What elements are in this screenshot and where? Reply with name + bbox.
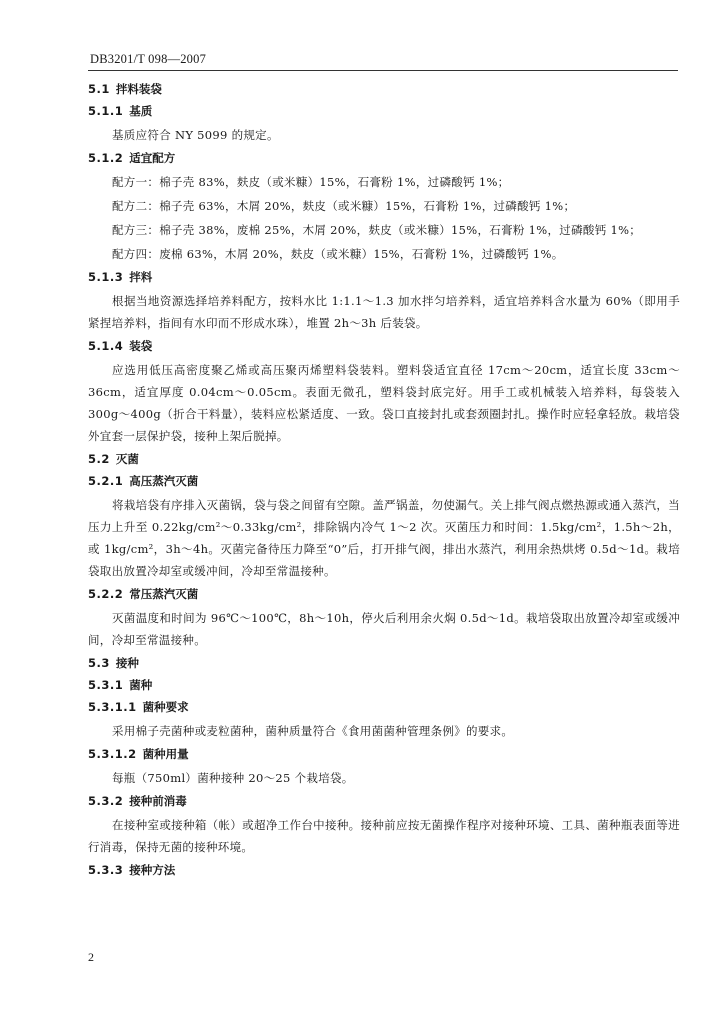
heading-5-3 — [88, 652, 680, 674]
heading-title: 适宜配方 — [129, 151, 176, 165]
heading-number: 5.1.4 — [88, 339, 124, 353]
heading-title: 灭菌 — [115, 452, 139, 466]
heading-5-2-2 — [88, 583, 680, 605]
heading-5-2 — [88, 448, 680, 470]
heading-number: 5.3.1.1 — [88, 700, 137, 714]
heading-5-1-2 — [88, 147, 680, 169]
heading-5-1-4 — [88, 335, 680, 357]
formula-3: 配方三：棉子壳 38%，废棉 25%，木屑 20%，麸皮（或米糠）15%，石膏粉 1%，过磷酸钙 1%； — [112, 223, 642, 237]
heading-number: 5.1.1 — [88, 104, 124, 118]
paragraph: 应选用低压高密度聚乙烯或高压聚丙烯塑料袋装料。塑料袋适宜直径 17cm～20cm，适宜长度 33cm～36cm，适宜厚度 0.04cm～0.05cm。表面无微孔，塑料袋封底完好。用手工或机械装入培养料，每袋装入 300g～400g（折合干料量），装料应松紧适度、一致。袋口直接封扎或套颈圈封扎。操作时应轻拿轻放。栽培袋外宜套一层保护袋，接种上架后脱掉。 — [88, 363, 680, 443]
heading-title: 基质 — [129, 104, 153, 118]
heading-title: 装袋 — [129, 339, 153, 353]
paragraph: 每瓶（750ml）菌种接种 20～25 个栽培袋。 — [112, 771, 354, 785]
heading-number: 5.3.3 — [88, 863, 124, 877]
paragraph: 根据当地资源选择培养料配方，按料水比 1:1.1～1.3 加水拌匀培养料，适宜培养料含水量为 60%（即用手紧捏培养料，指间有水印而不形成水珠），堆置 2h～3h 后装袋。 — [88, 294, 680, 330]
heading-number: 5.2.1 — [88, 474, 124, 488]
heading-title: 菌种用量 — [142, 747, 189, 761]
heading-number: 5.3.1.2 — [88, 747, 137, 761]
heading-title: 拌料装袋 — [115, 82, 162, 96]
heading-number: 5.1.2 — [88, 151, 124, 165]
heading-title: 菌种要求 — [142, 700, 189, 714]
heading-5-1 — [88, 78, 680, 100]
formula-2: 配方二：棉子壳 63%，木屑 20%，麸皮（或米糠）15%，石膏粉 1%，过磷酸钙 1%； — [112, 199, 576, 213]
heading-title: 菌种 — [129, 678, 153, 692]
formula-4: 配方四：废棉 63%，木屑 20%，麸皮（或米糠）15%，石膏粉 1%，过磷酸钙 1%。 — [112, 247, 564, 261]
heading-5-3-1 — [88, 674, 680, 696]
formula-1: 配方一：棉子壳 83%，麸皮（或米糠）15%，石膏粉 1%，过磷酸钙 1%； — [112, 175, 510, 189]
heading-5-3-2 — [88, 790, 680, 812]
heading-5-1-1 — [88, 100, 680, 122]
document-body — [88, 78, 680, 881]
heading-number: 5.2.2 — [88, 587, 124, 601]
heading-number: 5.3.2 — [88, 794, 124, 808]
header-rule — [88, 70, 678, 71]
heading-number: 5.1.3 — [88, 270, 124, 284]
heading-number: 5.1 — [88, 82, 110, 96]
heading-title: 拌料 — [129, 270, 153, 284]
heading-title: 常压蒸汽灭菌 — [129, 587, 199, 601]
paragraph: 灭菌温度和时间为 96℃～100℃，8h～10h，停火后利用余火焖 0.5d～1d。栽培袋取出放置冷却室或缓冲间，冷却至常温接种。 — [88, 611, 680, 647]
heading-5-3-1-1 — [88, 696, 680, 718]
heading-title: 高压蒸汽灭菌 — [129, 474, 199, 488]
paragraph: 在接种室或接种箱（帐）或超净工作台中接种。接种前应按无菌操作程序对接种环境、工具、菌种瓶表面等进行消毒，保持无菌的接种环境。 — [88, 818, 680, 854]
heading-number: 5.3 — [88, 656, 110, 670]
heading-5-3-1-2 — [88, 743, 680, 765]
paragraph: 将栽培袋有序排入灭菌锅，袋与袋之间留有空隙。盖严锅盖，勿使漏气。关上排气阀点燃热源或通入蒸汽，当压力上升至 0.22kg/cm²～0.33kg/cm²，排除锅内冷气 1～2 次。灭菌压力和时间：1.5kg/cm²，1.5h～2h，或 1kg/cm²，3h～4h。灭菌完备待压力降至“0”后，打开排气阀，排出水蒸汽，利用余热烘烤 0.5d～1d。栽培袋取出放置冷却室或缓冲间，冷却至常温接种。 — [88, 498, 680, 578]
heading-title: 接种 — [115, 656, 139, 670]
heading-number: 5.3.1 — [88, 678, 124, 692]
paragraph: 基质应符合 NY 5099 的规定。 — [112, 128, 279, 142]
heading-5-2-1 — [88, 470, 680, 492]
paragraph: 采用棉子壳菌种或麦粒菌种，菌种质量符合《食用菌菌种管理条例》的要求。 — [112, 724, 514, 738]
heading-title: 接种前消毒 — [129, 794, 187, 808]
heading-5-3-3 — [88, 859, 680, 881]
heading-title: 接种方法 — [129, 863, 176, 877]
page-number: 2 — [88, 950, 94, 964]
heading-number: 5.2 — [88, 452, 110, 466]
document-code: DB3201/T 098—2007 — [90, 52, 207, 66]
heading-5-1-3 — [88, 266, 680, 288]
